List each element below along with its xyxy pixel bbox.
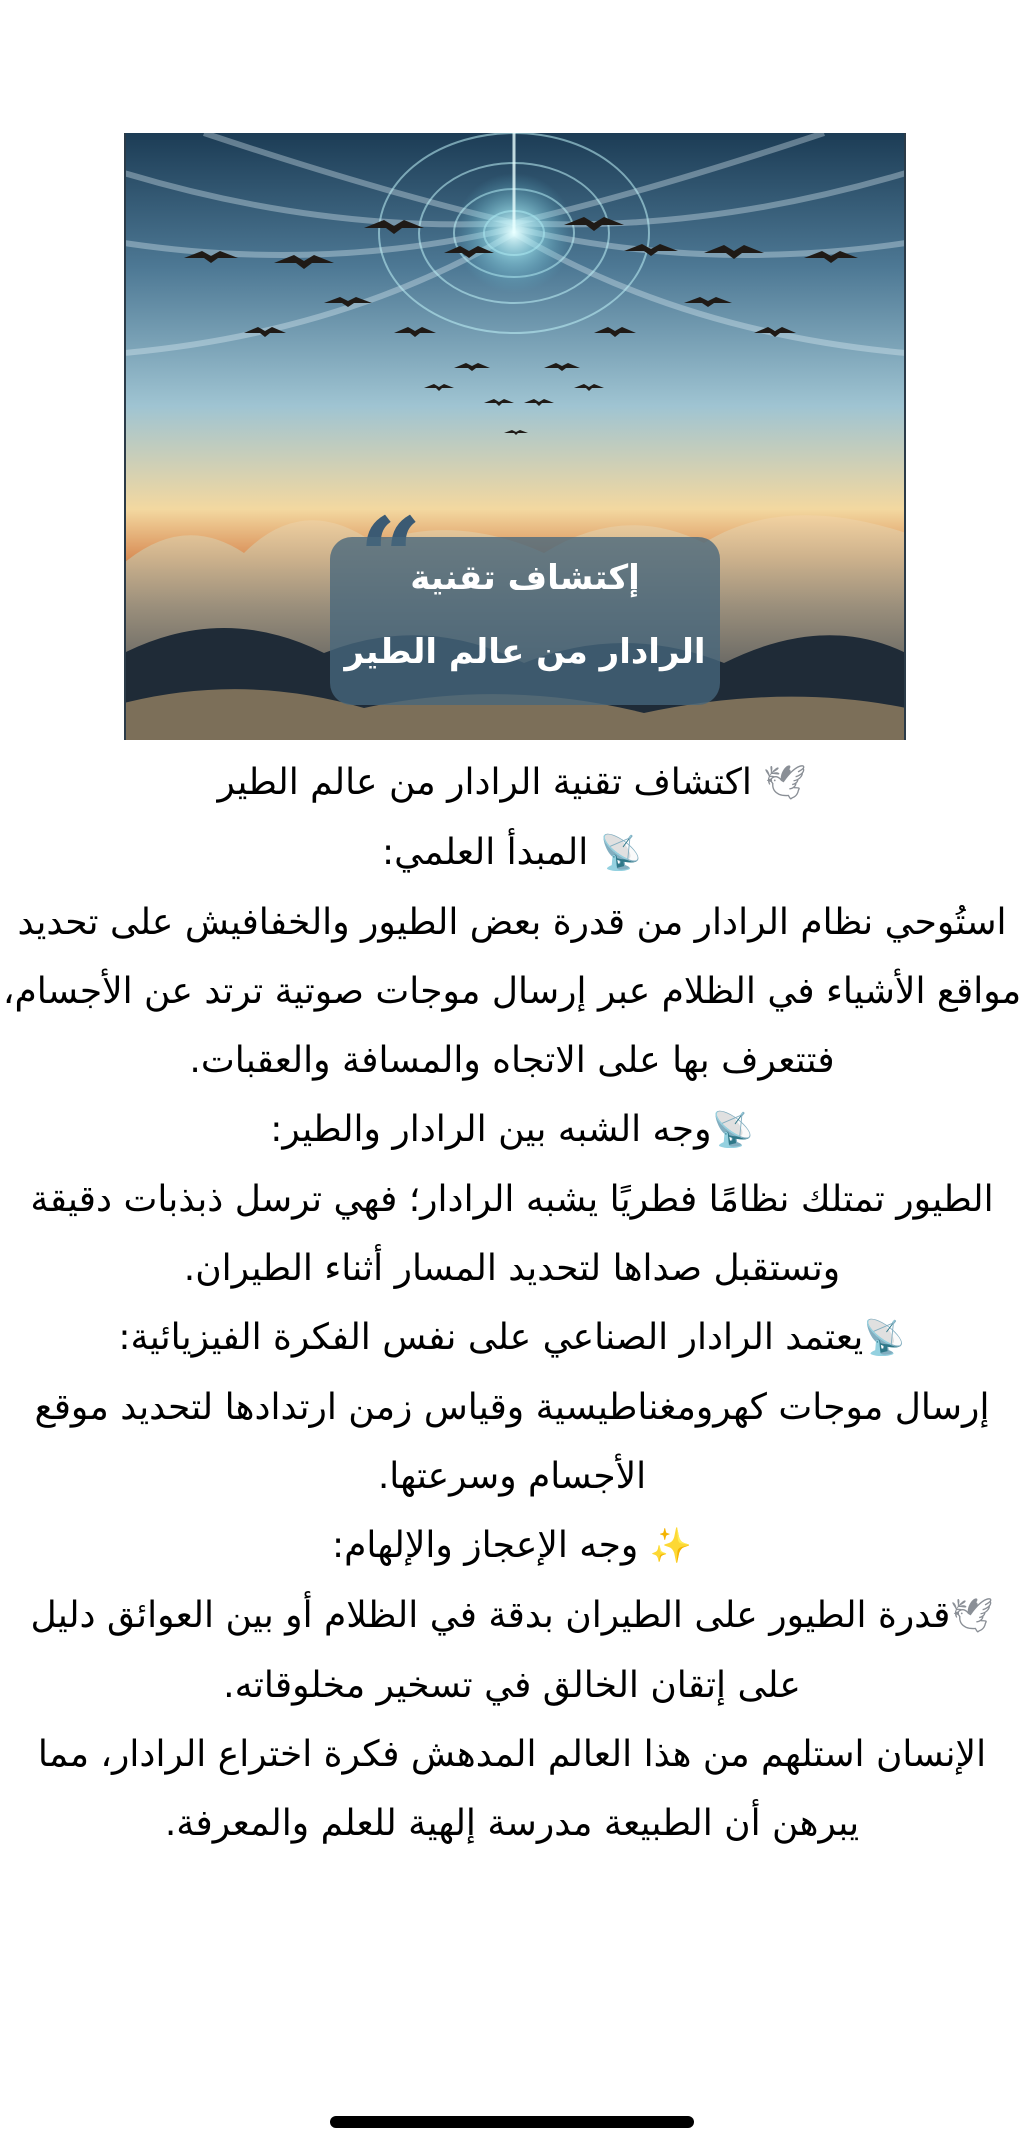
section-heading-inspiration	[0, 1511, 1024, 1581]
sparkles-icon: ✨	[649, 1526, 693, 1566]
paragraph-inspiration	[0, 1581, 1024, 1720]
hero-title-card	[330, 537, 720, 705]
paragraph-industrial: إرسال موجات كهرومغناطيسية وقياس زمن ارتدادها لتحديد موقع الأجسام وسرعتها.	[34, 1387, 990, 1497]
paragraph-inspiration-text: قدرة الطيور على الطيران بدقة في الظلام أو بين العوائق دليل على إتقان الخالق في تسخير مخلوقاته.	[30, 1595, 951, 1706]
paragraph-conclusion: الإنسان استلهم من هذا العالم المدهش فكرة اختراع الرادار، مما يبرهن أن الطبيعة مدرسة إلهية للعلم والمعرفة.	[37, 1734, 987, 1844]
section-heading-inspiration-text: وجه الإعجاز والإلهام:	[331, 1525, 639, 1566]
section-heading-principle-text: المبدأ العلمي:	[382, 832, 589, 873]
hero-title-line-1: إكتشاف تقنية	[410, 558, 640, 598]
paragraph-similarity: الطيور تمتلك نظامًا فطريًا يشبه الرادار؛ فهي ترسل ذبذبات دقيقة وتستقبل صداها لتحديد المسار أثناء الطيران.	[30, 1179, 994, 1289]
section-heading-similarity-text: وجه الشبه بين الرادار والطير:	[270, 1109, 712, 1150]
article-heading-text: اكتشاف تقنية الرادار من عالم الطير	[217, 762, 752, 803]
dove-icon: 🕊	[763, 763, 807, 803]
dove-icon: 🕊	[950, 1596, 994, 1636]
section-heading-similarity	[0, 1095, 1024, 1165]
hero-image	[124, 133, 906, 740]
article-heading	[0, 748, 1024, 818]
article-body	[0, 748, 1024, 1858]
satellite-antenna-icon: 📡	[599, 833, 642, 873]
satellite-antenna-icon: 📡	[711, 1110, 754, 1150]
satellite-antenna-icon: 📡	[863, 1318, 906, 1358]
home-indicator[interactable]	[330, 2116, 694, 2128]
hero-title-line-2: الرادار من عالم الطير	[344, 632, 706, 672]
section-heading-industrial-text: يعتمد الرادار الصناعي على نفس الفكرة الفيزيائية:	[118, 1317, 864, 1358]
paragraph-principle: استُوحي نظام الرادار من قدرة بعض الطيور والخفافيش على تحديد مواقع الأشياء في الظلام عبر إرسال موجات صوتية ترتد عن الأجسام، فتتعرف بها على الاتجاه والمسافة والعقبات.	[2, 902, 1022, 1081]
section-heading-industrial	[0, 1303, 1024, 1373]
section-heading-principle	[0, 818, 1024, 888]
